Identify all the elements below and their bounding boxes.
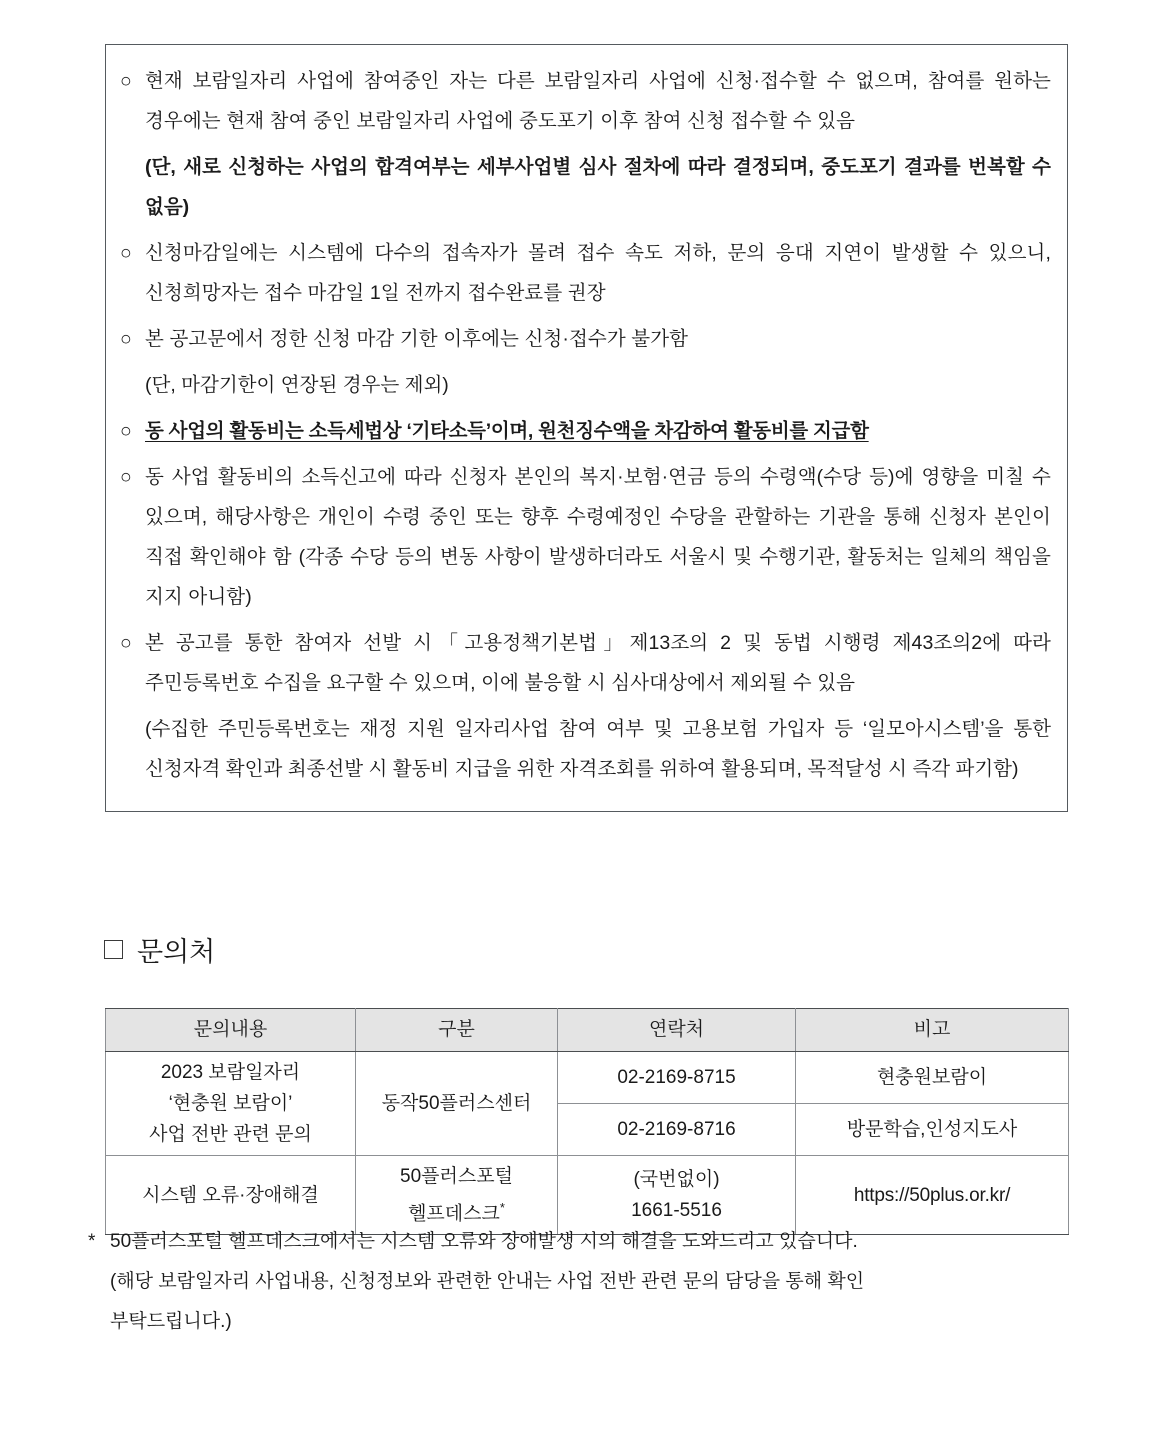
inquiry-line-1: 2023 보람일자리 bbox=[160, 1062, 301, 1083]
footnote-star-icon: * bbox=[499, 1200, 505, 1215]
cell-phone-2: 02-2169-8716 bbox=[558, 1104, 796, 1156]
circle-bullet-icon: ○ bbox=[120, 70, 132, 92]
circle-bullet-icon: ○ bbox=[120, 632, 132, 654]
notice-box bbox=[105, 44, 1068, 812]
category-line-1: 50플러스포털 bbox=[400, 1166, 513, 1187]
circle-bullet-icon: ○ bbox=[120, 466, 132, 488]
cell-url-link[interactable]: https://50plus.or.kr/ bbox=[796, 1156, 1069, 1235]
table-header-row bbox=[106, 1009, 1069, 1052]
notice-item-text: 본 공고를 통한 참여자 선발 시「고용정책기본법」제13조의 2 및 동법 시행령 제43조의2에 따라 주민등록번호 수집을 요구할 수 있으며, 이에 불응할 시 심사대상에서 제외될 수 있음 bbox=[145, 632, 1051, 694]
cell-phone-1: 02-2169-8715 bbox=[558, 1052, 796, 1104]
column-header-remarks: 비고 bbox=[796, 1009, 1069, 1052]
column-header-inquiry: 문의내용 bbox=[106, 1009, 356, 1052]
notice-item-text-highlighted: 동 사업의 활동비는 소득세법상 ‘기타소득’이며, 원천징수액을 차감하여 활동비를 지급함 bbox=[145, 420, 869, 442]
footnote-line-1 bbox=[88, 1222, 1073, 1262]
category-line-2: 헬프데스크* bbox=[408, 1200, 505, 1225]
circle-bullet-icon: ○ bbox=[120, 242, 132, 264]
footnote-text-1: 50플러스포털 헬프데스크에서는 시스템 오류와 장애발생 시의 해결을 도와드리고 있습니다. bbox=[110, 1231, 858, 1252]
notice-item-text: 본 공고문에서 정한 신청 마감 기한 이후에는 신청·접수가 불가함 bbox=[145, 328, 689, 350]
contact-table bbox=[105, 1008, 1069, 1235]
notice-item-text: 현재 보람일자리 사업에 참여중인 자는 다른 보람일자리 사업에 신청·접수할 수 없으며, 참여를 원하는 경우에는 현재 참여 중인 보람일자리 사업에 중도포기 이후 참여 신청 접수할 수 있음 bbox=[145, 70, 1051, 132]
footnote-block bbox=[88, 1222, 1073, 1342]
cell-inquiry-2: 시스템 오류·장애해결 bbox=[106, 1156, 356, 1235]
contact-line-1: (국번없이) bbox=[633, 1169, 720, 1191]
notice-item-6 bbox=[120, 623, 1051, 703]
cell-category-1: 동작50플러스센터 bbox=[356, 1052, 558, 1156]
cell-note-1: 현충원보람이 bbox=[796, 1052, 1069, 1104]
section-title: 문의처 bbox=[137, 937, 216, 967]
section-heading-contact bbox=[104, 930, 215, 969]
square-bullet-icon bbox=[104, 940, 123, 959]
asterisk-icon: * bbox=[88, 1231, 96, 1252]
notice-item-1 bbox=[120, 61, 1051, 141]
contact-line-2: 1661-5516 bbox=[631, 1200, 722, 1222]
notice-item-3 bbox=[120, 319, 1051, 359]
cell-note-2: 방문학습,인성지도사 bbox=[796, 1104, 1069, 1156]
inquiry-line-3: 사업 전반 관련 문의 bbox=[149, 1124, 312, 1145]
notice-item-6-subnote: (수집한 주민등록번호는 재정 지원 일자리사업 참여 여부 및 고용보험 가입자 등 ‘일모아시스템’을 통한 신청자격 확인과 최종선발 시 활동비 지급을 위한 자격조회를 위하여 활용되며, 목적달성 시 즉각 파기함) bbox=[145, 718, 1051, 780]
circle-bullet-icon: ○ bbox=[120, 328, 132, 350]
notice-item-2 bbox=[120, 233, 1051, 313]
column-header-contact: 연락처 bbox=[558, 1009, 796, 1052]
cell-inquiry-1 bbox=[106, 1052, 356, 1156]
notice-item-text: 동 사업 활동비의 소득신고에 따라 신청자 본인의 복지·보험·연금 등의 수령액(수당 등)에 영향을 미칠 수 있으며, 해당사항은 개인이 수령 중인 또는 향후 수령예정인 수당을 관할하는 기관을 통해 신청자 본인이 직접 확인해야 함 (각종 수당 등의 변동 사항이 발생하더라도 서울시 및 수행기관, 활동처는 일체의 책임을 지지 아니함) bbox=[145, 466, 1051, 608]
footnote-text-3: 부탁드립니다.) bbox=[110, 1311, 232, 1332]
notice-item-3-subnote: (단, 마감기한이 연장된 경우는 제외) bbox=[145, 374, 449, 396]
table-row bbox=[106, 1052, 1069, 1104]
notice-item-5 bbox=[120, 457, 1051, 617]
notice-item-4 bbox=[120, 411, 1051, 451]
circle-bullet-icon: ○ bbox=[120, 420, 132, 442]
notice-item-text: 신청마감일에는 시스템에 다수의 접속자가 몰려 접수 속도 저하, 문의 응대 지연이 발생할 수 있으니, 신청희망자는 접수 마감일 1일 전까지 접수완료를 권장 bbox=[145, 242, 1051, 304]
column-header-category: 구분 bbox=[356, 1009, 558, 1052]
inquiry-line-2: ‘현충원 보람이’ bbox=[168, 1093, 293, 1114]
notice-item-1-subnote: (단, 새로 신청하는 사업의 합격여부는 세부사업별 심사 절차에 따라 결정되며, 중도포기 결과를 번복할 수 없음) bbox=[145, 156, 1051, 218]
footnote-text-2: (해당 보람일자리 사업내용, 신청정보와 관련한 안내는 사업 전반 관련 문의 담당을 통해 확인 bbox=[110, 1271, 865, 1292]
